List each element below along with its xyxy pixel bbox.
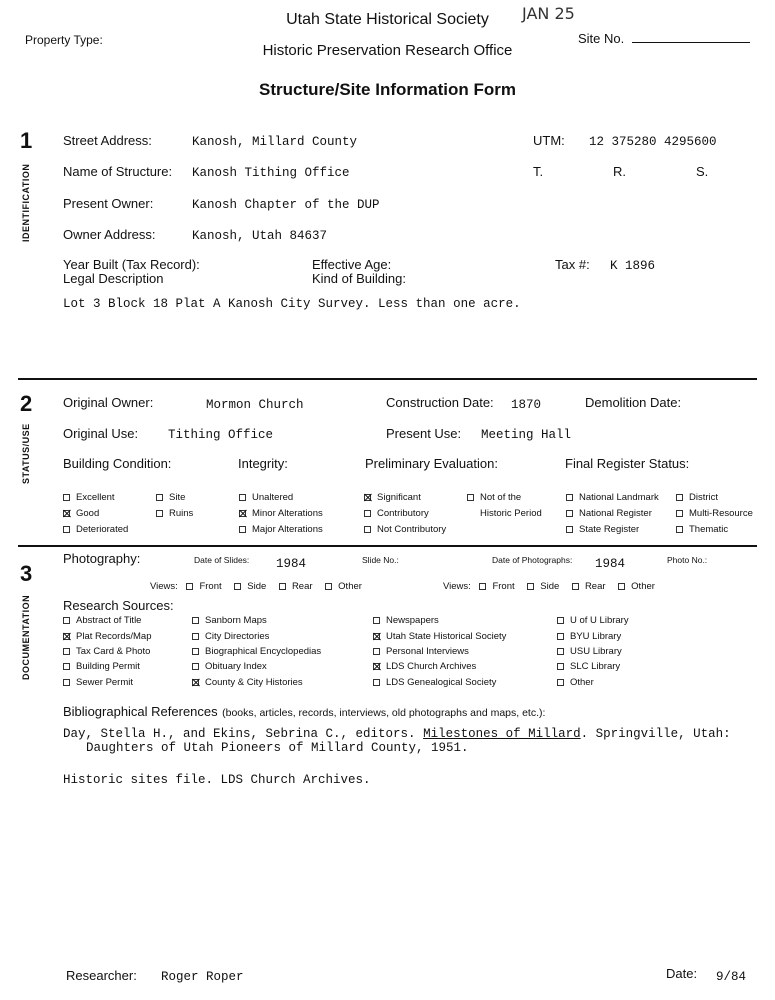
section-divider-2 [18, 545, 757, 547]
street-address-label: Street Address: [63, 133, 152, 148]
src-lds-genealogical[interactable]: LDS Genealogical Society [373, 677, 496, 688]
checkbox[interactable] [566, 510, 573, 517]
checkbox[interactable] [63, 679, 70, 686]
checkbox[interactable] [373, 648, 380, 655]
src-slc[interactable]: SLC Library [557, 661, 620, 672]
checkbox[interactable] [192, 633, 199, 640]
src-obituary[interactable]: Obituary Index [192, 661, 267, 672]
final-national-register[interactable]: National Register [566, 508, 652, 519]
integ-unaltered[interactable]: Unaltered [239, 492, 293, 503]
src-byu[interactable]: BYU Library [557, 631, 621, 642]
final-district[interactable]: District [676, 492, 718, 503]
photo-no-label: Photo No.: [667, 555, 708, 565]
cond-site[interactable]: Site [156, 492, 185, 503]
src-usu[interactable]: USU Library [557, 646, 622, 657]
src-building-permit[interactable]: Building Permit [63, 661, 140, 672]
checkbox[interactable] [186, 583, 193, 590]
effective-age-label: Effective Age: [312, 257, 392, 272]
checkbox[interactable] [566, 494, 573, 501]
checkbox[interactable] [557, 663, 564, 670]
checkbox[interactable] [557, 633, 564, 640]
prelim-not-contributory[interactable]: Not Contributory [364, 524, 446, 535]
org-name: Utah State Historical Society [286, 11, 489, 28]
cond-good[interactable]: Good [63, 508, 99, 519]
checkbox-checked[interactable] [239, 510, 246, 517]
structure-name-label: Name of Structure: [63, 164, 173, 179]
final-thematic[interactable]: Thematic [676, 524, 728, 535]
prelim-not-historic-line2: Historic Period [480, 508, 542, 519]
original-owner-label: Original Owner: [63, 395, 154, 410]
present-use-value: Meeting Hall [481, 428, 572, 442]
prelim-not-historic[interactable]: Not of the [467, 492, 521, 503]
src-bio-encyclopedias[interactable]: Biographical Encyclopedias [192, 646, 321, 657]
checkbox[interactable] [676, 526, 683, 533]
slide-views: Views: Front Side Rear Other [150, 581, 362, 592]
date-of-photos-value: 1984 [595, 557, 626, 571]
checkbox[interactable] [63, 526, 70, 533]
integrity-label: Integrity: [238, 456, 288, 471]
original-use-value: Tithing Office [168, 428, 274, 442]
tax-number-value: K 1896 [610, 259, 656, 273]
checkbox[interactable] [156, 494, 163, 501]
researcher-label: Researcher: [66, 968, 137, 983]
prelim-contributory[interactable]: Contributory [364, 508, 429, 519]
cond-ruins[interactable]: Ruins [156, 508, 193, 519]
date-value: 9/84 [716, 970, 747, 984]
bibliography-label: Bibliographical References [63, 704, 218, 719]
preliminary-evaluation-label: Preliminary Evaluation: [365, 456, 498, 471]
checkbox[interactable] [566, 526, 573, 533]
checkbox-checked[interactable] [63, 633, 70, 640]
construction-date-value: 1870 [511, 398, 542, 412]
kind-of-building-label: Kind of Building: [312, 271, 406, 286]
bibliography-heading [63, 703, 545, 721]
date-of-slides-value: 1984 [276, 557, 307, 571]
integ-minor[interactable]: Minor Alterations [239, 508, 323, 519]
checkbox[interactable] [279, 583, 286, 590]
researcher-value: Roger Roper [161, 970, 244, 984]
demolition-date-label: Demolition Date: [585, 395, 682, 410]
src-city-directories[interactable]: City Directories [192, 631, 269, 642]
src-sewer-permit[interactable]: Sewer Permit [63, 677, 133, 688]
final-multi-resource[interactable]: Multi-Resource [676, 508, 753, 519]
original-owner-value: Mormon Church [206, 398, 304, 412]
final-national-landmark[interactable]: National Landmark [566, 492, 659, 503]
checkbox[interactable] [527, 583, 534, 590]
checkbox[interactable] [618, 583, 625, 590]
section3-side-label: DOCUMENTATION [21, 594, 31, 680]
checkbox[interactable] [63, 663, 70, 670]
checkbox-checked[interactable] [373, 663, 380, 670]
checkbox[interactable] [467, 494, 474, 501]
legal-description-label: Legal Description [63, 271, 164, 286]
section3-number: 3 [20, 561, 33, 586]
integ-major[interactable]: Major Alterations [239, 524, 323, 535]
bibliography-entry-1: Day, Stella H., and Ekins, Sebrina C., editors. Milestones of Millard. Springville, Utah: [63, 727, 731, 741]
src-newspapers[interactable]: Newspapers [373, 615, 439, 626]
checkbox[interactable] [234, 583, 241, 590]
src-plat[interactable]: Plat Records/Map [63, 631, 152, 642]
checkbox[interactable] [239, 494, 246, 501]
checkbox[interactable] [373, 679, 380, 686]
checkbox[interactable] [557, 679, 564, 686]
checkbox[interactable] [364, 510, 371, 517]
src-abstract[interactable]: Abstract of Title [63, 615, 141, 626]
construction-date-label: Construction Date: [386, 395, 494, 410]
checkbox-checked[interactable] [364, 494, 371, 501]
checkbox[interactable] [63, 648, 70, 655]
section1-number: 1 [20, 128, 33, 153]
checkbox[interactable] [479, 583, 486, 590]
date-of-photos-label: Date of Photographs: [492, 555, 573, 565]
checkbox[interactable] [557, 617, 564, 624]
township-label: T. [533, 164, 544, 179]
checkbox[interactable] [192, 648, 199, 655]
utm-value: 12 375280 4295600 [589, 135, 717, 149]
bibliography-entry-2: Historic sites file. LDS Church Archives. [63, 773, 371, 787]
property-type-label: Property Type: [25, 33, 103, 47]
checkbox[interactable] [63, 617, 70, 624]
checkbox-checked[interactable] [63, 510, 70, 517]
src-ushs[interactable]: Utah State Historical Society [373, 631, 506, 642]
checkbox[interactable] [239, 526, 246, 533]
structure-name-value: Kanosh Tithing Office [192, 166, 350, 180]
present-owner-value: Kanosh Chapter of the DUP [192, 198, 380, 212]
street-address-value: Kanosh, Millard County [192, 135, 358, 149]
src-other[interactable]: Other [557, 677, 594, 688]
checkbox[interactable] [156, 510, 163, 517]
checkbox[interactable] [364, 526, 371, 533]
date-label: Date: [666, 966, 698, 981]
final-register-label: Final Register Status: [565, 456, 690, 471]
checkbox[interactable] [572, 583, 579, 590]
checkbox[interactable] [557, 648, 564, 655]
original-use-label: Original Use: [63, 426, 139, 441]
year-built-label: Year Built (Tax Record): [63, 257, 200, 272]
checkbox[interactable] [676, 510, 683, 517]
src-sanborn[interactable]: Sanborn Maps [192, 615, 267, 626]
section1-side-label: IDENTIFICATION [21, 163, 31, 242]
cond-deteriorated[interactable]: Deteriorated [63, 524, 128, 535]
checkbox[interactable] [63, 494, 70, 501]
photography-label: Photography: [63, 551, 141, 566]
src-uofu[interactable]: U of U Library [557, 615, 629, 626]
owner-address-label: Owner Address: [63, 227, 156, 242]
range-label: R. [613, 164, 626, 179]
research-sources-label: Research Sources: [63, 598, 174, 613]
section2-side-label: STATUS/USE [21, 423, 31, 484]
site-no-field [578, 31, 750, 46]
checkbox-checked[interactable] [192, 679, 199, 686]
prelim-significant[interactable]: Significant [364, 492, 421, 503]
tax-number-label: Tax #: [555, 257, 590, 272]
form-title: Structure/Site Information Form [259, 80, 516, 99]
checkbox[interactable] [676, 494, 683, 501]
site-no-label: Site No. [578, 31, 625, 46]
cond-excellent[interactable]: Excellent [63, 492, 115, 503]
final-state-register[interactable]: State Register [566, 524, 639, 535]
checkbox[interactable] [192, 663, 199, 670]
src-county-histories[interactable]: County & City Histories [192, 677, 303, 688]
section-divider-1 [18, 378, 757, 380]
present-owner-label: Present Owner: [63, 196, 154, 211]
bibliography-hint: (books, articles, records, interviews, old photographs and maps, etc.): [222, 707, 546, 719]
office-name: Historic Preservation Research Office [262, 42, 513, 59]
src-interviews[interactable]: Personal Interviews [373, 646, 469, 657]
photo-views: Views: Front Side Rear Other [443, 581, 655, 592]
section-label: S. [696, 164, 709, 179]
utm-label: UTM: [533, 133, 565, 148]
src-lds-church[interactable]: LDS Church Archives [373, 661, 476, 672]
legal-description-value: Lot 3 Block 18 Plat A Kanosh City Survey. Less than one acre. [63, 297, 521, 311]
bibliography-entry-1-cont: Daughters of Utah Pioneers of Millard County, 1951. [86, 741, 469, 755]
slide-no-label: Slide No.: [362, 555, 399, 565]
src-tax-card[interactable]: Tax Card & Photo [63, 646, 150, 657]
site-no-line[interactable] [632, 42, 750, 43]
owner-address-value: Kanosh, Utah 84637 [192, 229, 328, 243]
date-of-slides-label: Date of Slides: [194, 555, 250, 565]
present-use-label: Present Use: [386, 426, 462, 441]
date-stamp: JAN 25 [522, 4, 575, 23]
book-title: Milestones of Millard [423, 727, 581, 741]
checkbox-checked[interactable] [373, 633, 380, 640]
checkbox[interactable] [192, 617, 199, 624]
section2-number: 2 [20, 391, 33, 416]
building-condition-label: Building Condition: [63, 456, 172, 471]
checkbox[interactable] [373, 617, 380, 624]
checkbox[interactable] [325, 583, 332, 590]
